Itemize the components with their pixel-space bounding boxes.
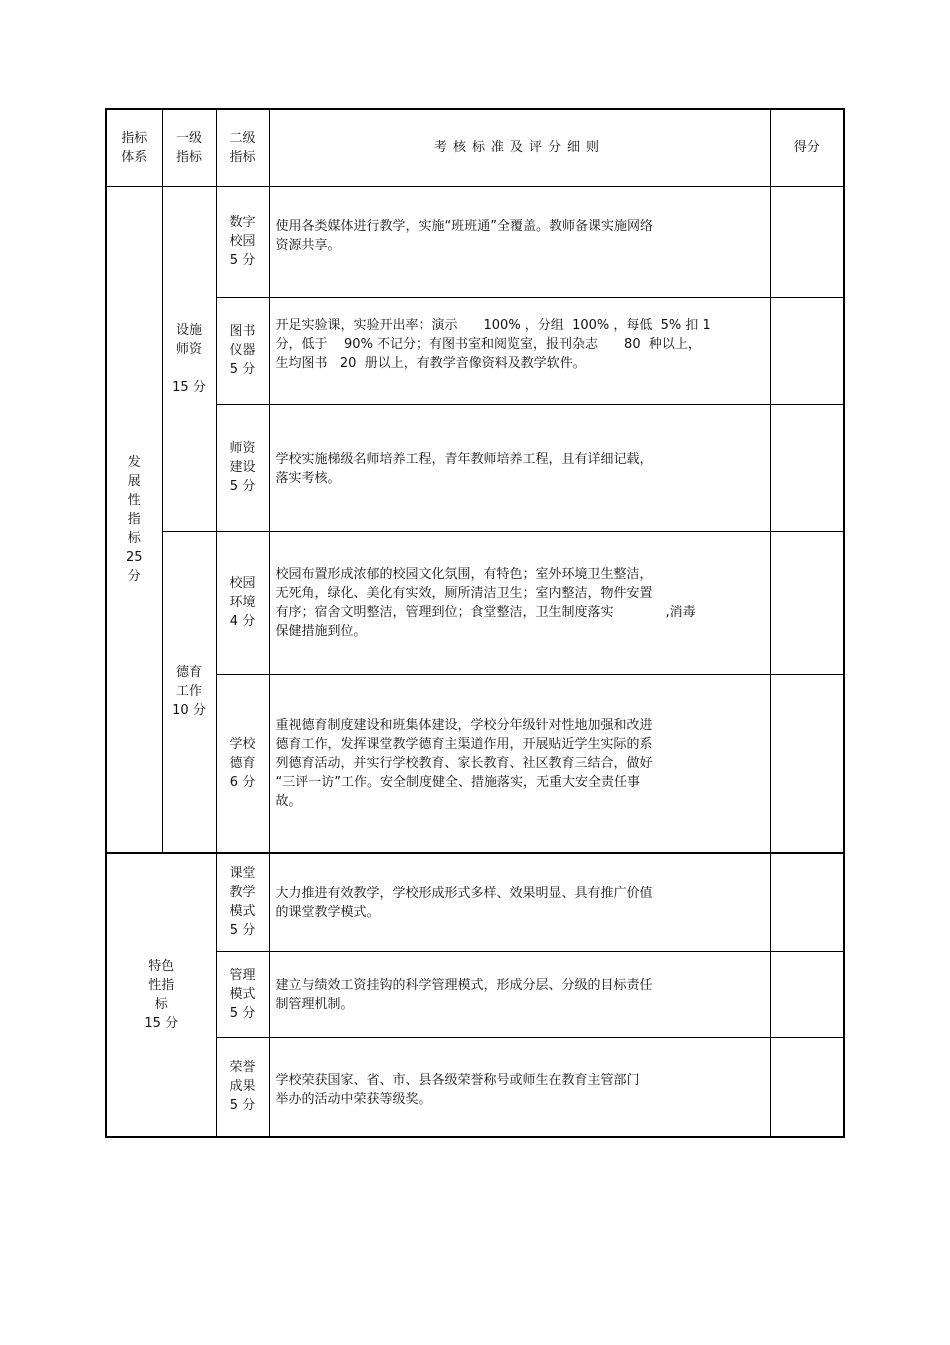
criteria-text: 重视德育制度建设和班集体建设，学校分年级针对性地加强和改进 德育工作，发挥课堂教学德育主渠道作用，开展贴近学生实际的系 列德育活动，并实行学校教育、家长教育、社区教育三结合，做好 “三评一访”工作。安全制度健全、措施落实，无重大安全责任事 故。 bbox=[275, 717, 653, 809]
item-name: 管理 模式 5 分 bbox=[216, 951, 269, 1037]
item-criteria bbox=[269, 951, 770, 1037]
header-row bbox=[106, 109, 844, 186]
table-row bbox=[106, 404, 844, 531]
item-criteria bbox=[269, 186, 770, 297]
header-criteria: 考核标准及评分细则 bbox=[269, 109, 770, 186]
evaluation-table bbox=[105, 108, 845, 1138]
table-row bbox=[106, 853, 844, 951]
criteria-text: 建立与绩效工资挂钩的科学管理模式，形成分层、分级的目标责任 制管理机制。 bbox=[275, 977, 653, 1012]
table-row bbox=[106, 186, 844, 297]
item-criteria bbox=[269, 1037, 770, 1137]
score-cell[interactable] bbox=[770, 674, 844, 853]
subgroup-facilities: 设施 师资 15 分 bbox=[162, 186, 216, 531]
group-development: 发 展 性 指 标 25 分 bbox=[106, 186, 162, 853]
item-criteria bbox=[269, 853, 770, 951]
item-name: 校园 环境 4 分 bbox=[216, 531, 269, 674]
score-cell[interactable] bbox=[770, 297, 844, 404]
item-criteria bbox=[269, 297, 770, 404]
item-name: 学校 德育 6 分 bbox=[216, 674, 269, 853]
header-level2: 二级 指标 bbox=[216, 109, 269, 186]
item-criteria bbox=[269, 531, 770, 674]
score-cell[interactable] bbox=[770, 853, 844, 951]
header-score: 得分 bbox=[770, 109, 844, 186]
group-feature: 特色 性指 标 15 分 bbox=[106, 853, 216, 1137]
score-cell[interactable] bbox=[770, 404, 844, 531]
table-row bbox=[106, 951, 844, 1037]
item-name: 数字 校园 5 分 bbox=[216, 186, 269, 297]
score-cell[interactable] bbox=[770, 531, 844, 674]
table-row bbox=[106, 297, 844, 404]
item-criteria bbox=[269, 674, 770, 853]
table-row bbox=[106, 531, 844, 674]
criteria-text: 学校实施梯级名师培养工程，青年教师培养工程，且有详细记载， 落实考核。 bbox=[275, 451, 653, 486]
score-cell[interactable] bbox=[770, 186, 844, 297]
item-name: 荣誉 成果 5 分 bbox=[216, 1037, 269, 1137]
criteria-text: 学校荣获国家、省、市、县各级荣誉称号或师生在教育主管部门 举办的活动中荣获等级奖。 bbox=[275, 1072, 640, 1107]
criteria-text: 大力推进有效教学，学校形成形式多样、效果明显、具有推广价值 的课堂教学模式。 bbox=[275, 886, 653, 920]
criteria-text: 校园布置形成浓郁的校园文化氛围，有特色；室外环境卫生整洁， 无死角，绿化、美化有实效，厕所清洁卫生；室内整洁，物件安置 有序；宿舍文明整洁，管理到位；食堂整洁，卫生制度落实 ,消毒 保健措施到位。 bbox=[275, 566, 696, 639]
table-row bbox=[106, 1037, 844, 1137]
item-name: 图书 仪器 5 分 bbox=[216, 297, 269, 404]
table-row bbox=[106, 674, 844, 853]
item-criteria bbox=[269, 404, 770, 531]
header-level1: 一级 指标 bbox=[162, 109, 216, 186]
subgroup-moral: 德育 工作 10 分 bbox=[162, 531, 216, 853]
score-cell[interactable] bbox=[770, 1037, 844, 1137]
header-system: 指标 体系 bbox=[106, 109, 162, 186]
criteria-text: 使用各类媒体进行教学，实施“班班通”全覆盖。教师备课实施网络 资源共享。 bbox=[275, 218, 653, 253]
item-name: 师资 建设 5 分 bbox=[216, 404, 269, 531]
item-name: 课堂 教学 模式 5 分 bbox=[216, 853, 269, 951]
criteria-text: 开足实验课，实验开出率：演示 100% ，分组 100% ，每低 5% 扣 1 分，低于 90% 不记分；有图书室和阅览室，报刊杂志 80 种以上， 生均图书 20 册以上，有教学音像资料及教学软件。 bbox=[275, 317, 711, 371]
score-cell[interactable] bbox=[770, 951, 844, 1037]
